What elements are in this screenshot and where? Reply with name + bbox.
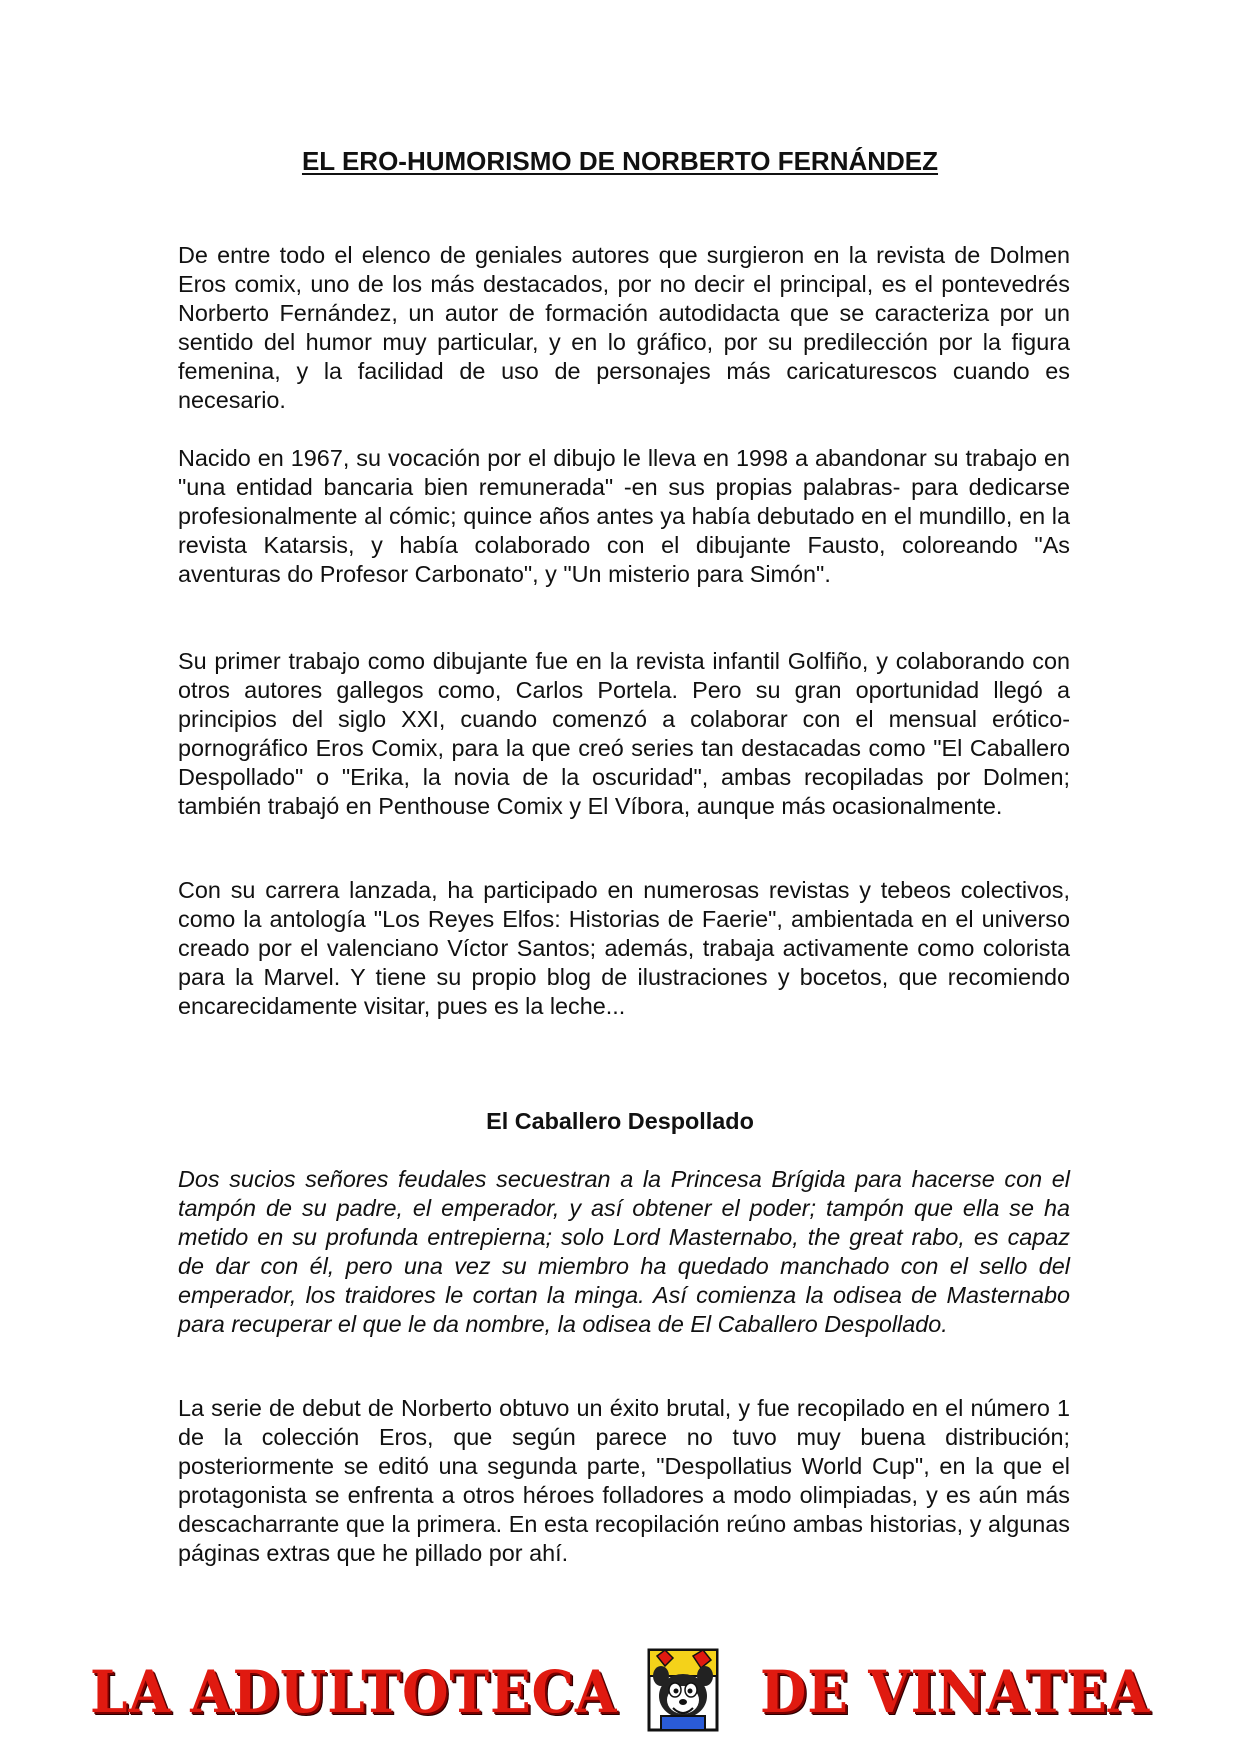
paragraph-biography: Nacido en 1967, su vocación por el dibujo le lleva en 1998 a abandonar su trabajo en "una entidad bancaria bien remunerada" -en sus propias palabras- para dedicarse profesionalmente al cómic; quince años antes ya había debutado en el mundillo, en la revista Katarsis, y había colaborado con el dibujante Fausto, coloreando "As aventuras do Profesor Carbonato", y "Un misterio para Simón". <box>178 445 1070 587</box>
footer-right-text: DE VINATEA <box>760 1658 1151 1726</box>
page-title: EL ERO-HUMORISMO DE NORBERTO FERNÁNDEZ <box>301 146 939 176</box>
paragraph-career: Su primer trabajo como dibujante fue en la revista infantil Golfiño, y colaborando con otros autores gallegos como, Carlos Portela. Pero su gran oportunidad llegó a principios del siglo XXI, cuando comenzó a colaborar con el mensual erótico-pornográfico Eros Comix, para la que creó series tan destacadas como "El Caballero Despollado" o "Erika, la novia de la oscuridad", ambas recopiladas por Dolmen; también trabajó en Penthouse Comix y El Víbora, aunque más ocasionalmente. <box>178 648 1070 819</box>
footer-banner <box>90 1646 1150 1736</box>
paragraph-current-work: Con su carrera lanzada, ha participado en numerosas revistas y tebeos colectivos, como la antología "Los Reyes Elfos: Historias de Faerie", ambientada en el universo creado por el valenciano Víctor Santos; además, trabaja activamente como colorista para la Marvel. Y tiene su propio blog de ilustraciones y bocetos, que recomiendo encarecidamente visitar, pues es la leche... <box>178 877 1070 1019</box>
synopsis-paragraph: Dos sucios señores feudales secuestran a la Princesa Brígida para hacerse con el tampón de su padre, el emperador, y así obtener el poder; tampón que ella se ha metido en su profunda entrepierna; solo Lord Masternabo, the great rabo, es capaz de dar con él, pero una vez su miembro ha quedado manchado con el sello del emperador, los traidores le cortan la minga. Así comienza la odisea de Masternabo para recuperar el que le da nombre, la odisea de El Caballero Despollado. <box>178 1166 1070 1337</box>
paragraph-intro: De entre todo el elenco de geniales autores que surgieron en la revista de Dolmen Eros comix, uno de los más destacados, por no decir el principal, es el pontevedrés Norberto Fernández, un autor de formación autodidacta que se caracteriza por un sentido del humor muy particular, y en lo gráfico, por su predilección por la figura femenina, y la facilidad de uso de personajes más caricaturescos cuando es necesario. <box>178 242 1070 413</box>
cartoon-mascot-icon <box>643 1646 723 1734</box>
closing-paragraph: La serie de debut de Norberto obtuvo un éxito brutal, y fue recopilado en el número 1 de la colección Eros, que según parece no tuvo muy buena distribución; posteriormente se editó una segunda parte, "Despollatius World Cup", en la que el protagonista se enfrenta a otros héroes folladores a modo olimpiadas, y es aún más descacharrante que la primera. En esta recopilación reúno ambas historias, y algunas páginas extras que he pillado por ahí. <box>178 1395 1070 1566</box>
footer-left-text: LA ADULTOTECA <box>90 1658 618 1726</box>
section-heading: El Caballero Despollado <box>486 1108 754 1134</box>
